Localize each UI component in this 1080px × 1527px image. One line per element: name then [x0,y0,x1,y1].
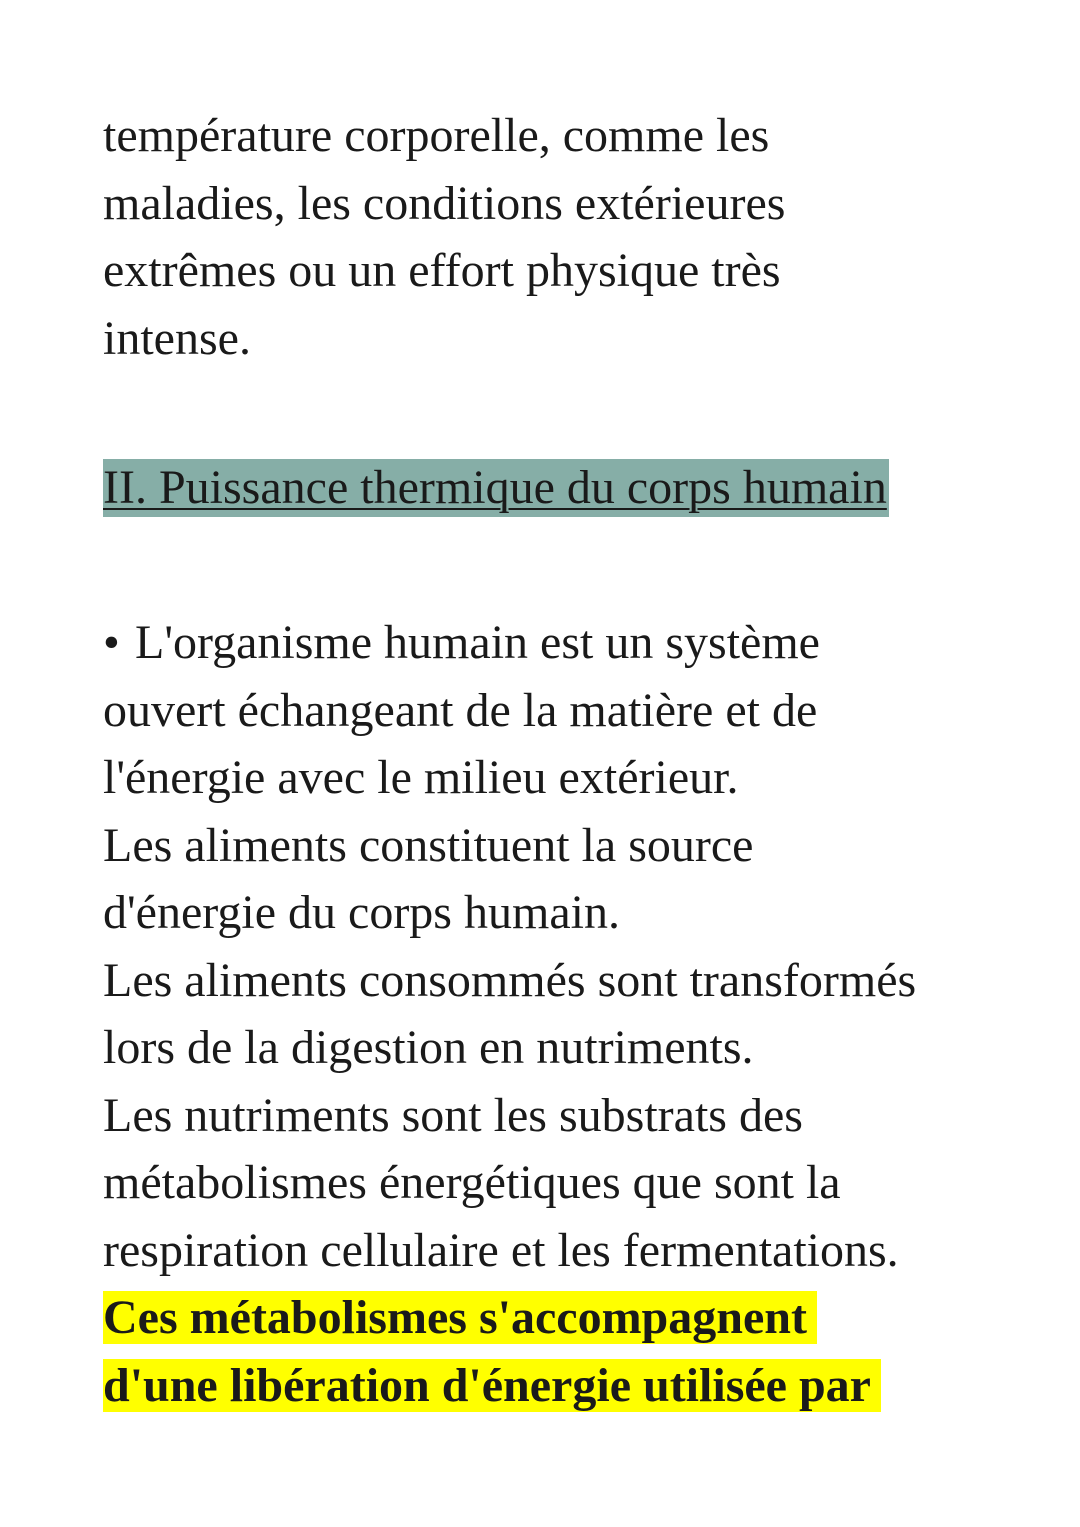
text-line: maladies, les conditions extérieures [103,176,786,230]
highlighted-text: d'une libération d'énergie utilisée par [103,1359,881,1412]
text-line: métabolismes énergétiques que sont la [103,1156,841,1209]
highlighted-text: Ces métabolismes s'accompagnent [103,1291,817,1344]
text-line: Les nutriments sont les substrats des [103,1088,803,1142]
text-line: intense. [103,311,251,365]
main-paragraph [103,609,916,1419]
section-heading: II. Puissance thermique du corps humain [103,459,889,517]
text-line: l'énergie avec le milieu extérieur. [103,751,739,804]
highlighted-line [103,1284,916,1352]
text-line: ouvert échangeant de la matière et de [103,683,818,737]
text-line: L'organisme humain est un système [135,616,820,669]
text-line: température corporelle, comme les [103,109,770,162]
section-heading-container [103,459,889,517]
text-line: Les aliments consommés sont transformés [103,953,917,1007]
text-line: Les aliments constituent la source [103,818,754,872]
text-line: extrêmes ou un effort physique très [103,244,781,297]
intro-paragraph [103,102,785,372]
highlighted-line [103,1352,916,1420]
text-line: d'énergie du corps humain. [103,886,620,939]
bullet-icon: • [103,616,120,669]
text-line: respiration cellulaire et les fermentations. [103,1223,899,1277]
text-line: lors de la digestion en nutriments. [103,1021,754,1074]
text-line-bulleted [103,609,916,677]
